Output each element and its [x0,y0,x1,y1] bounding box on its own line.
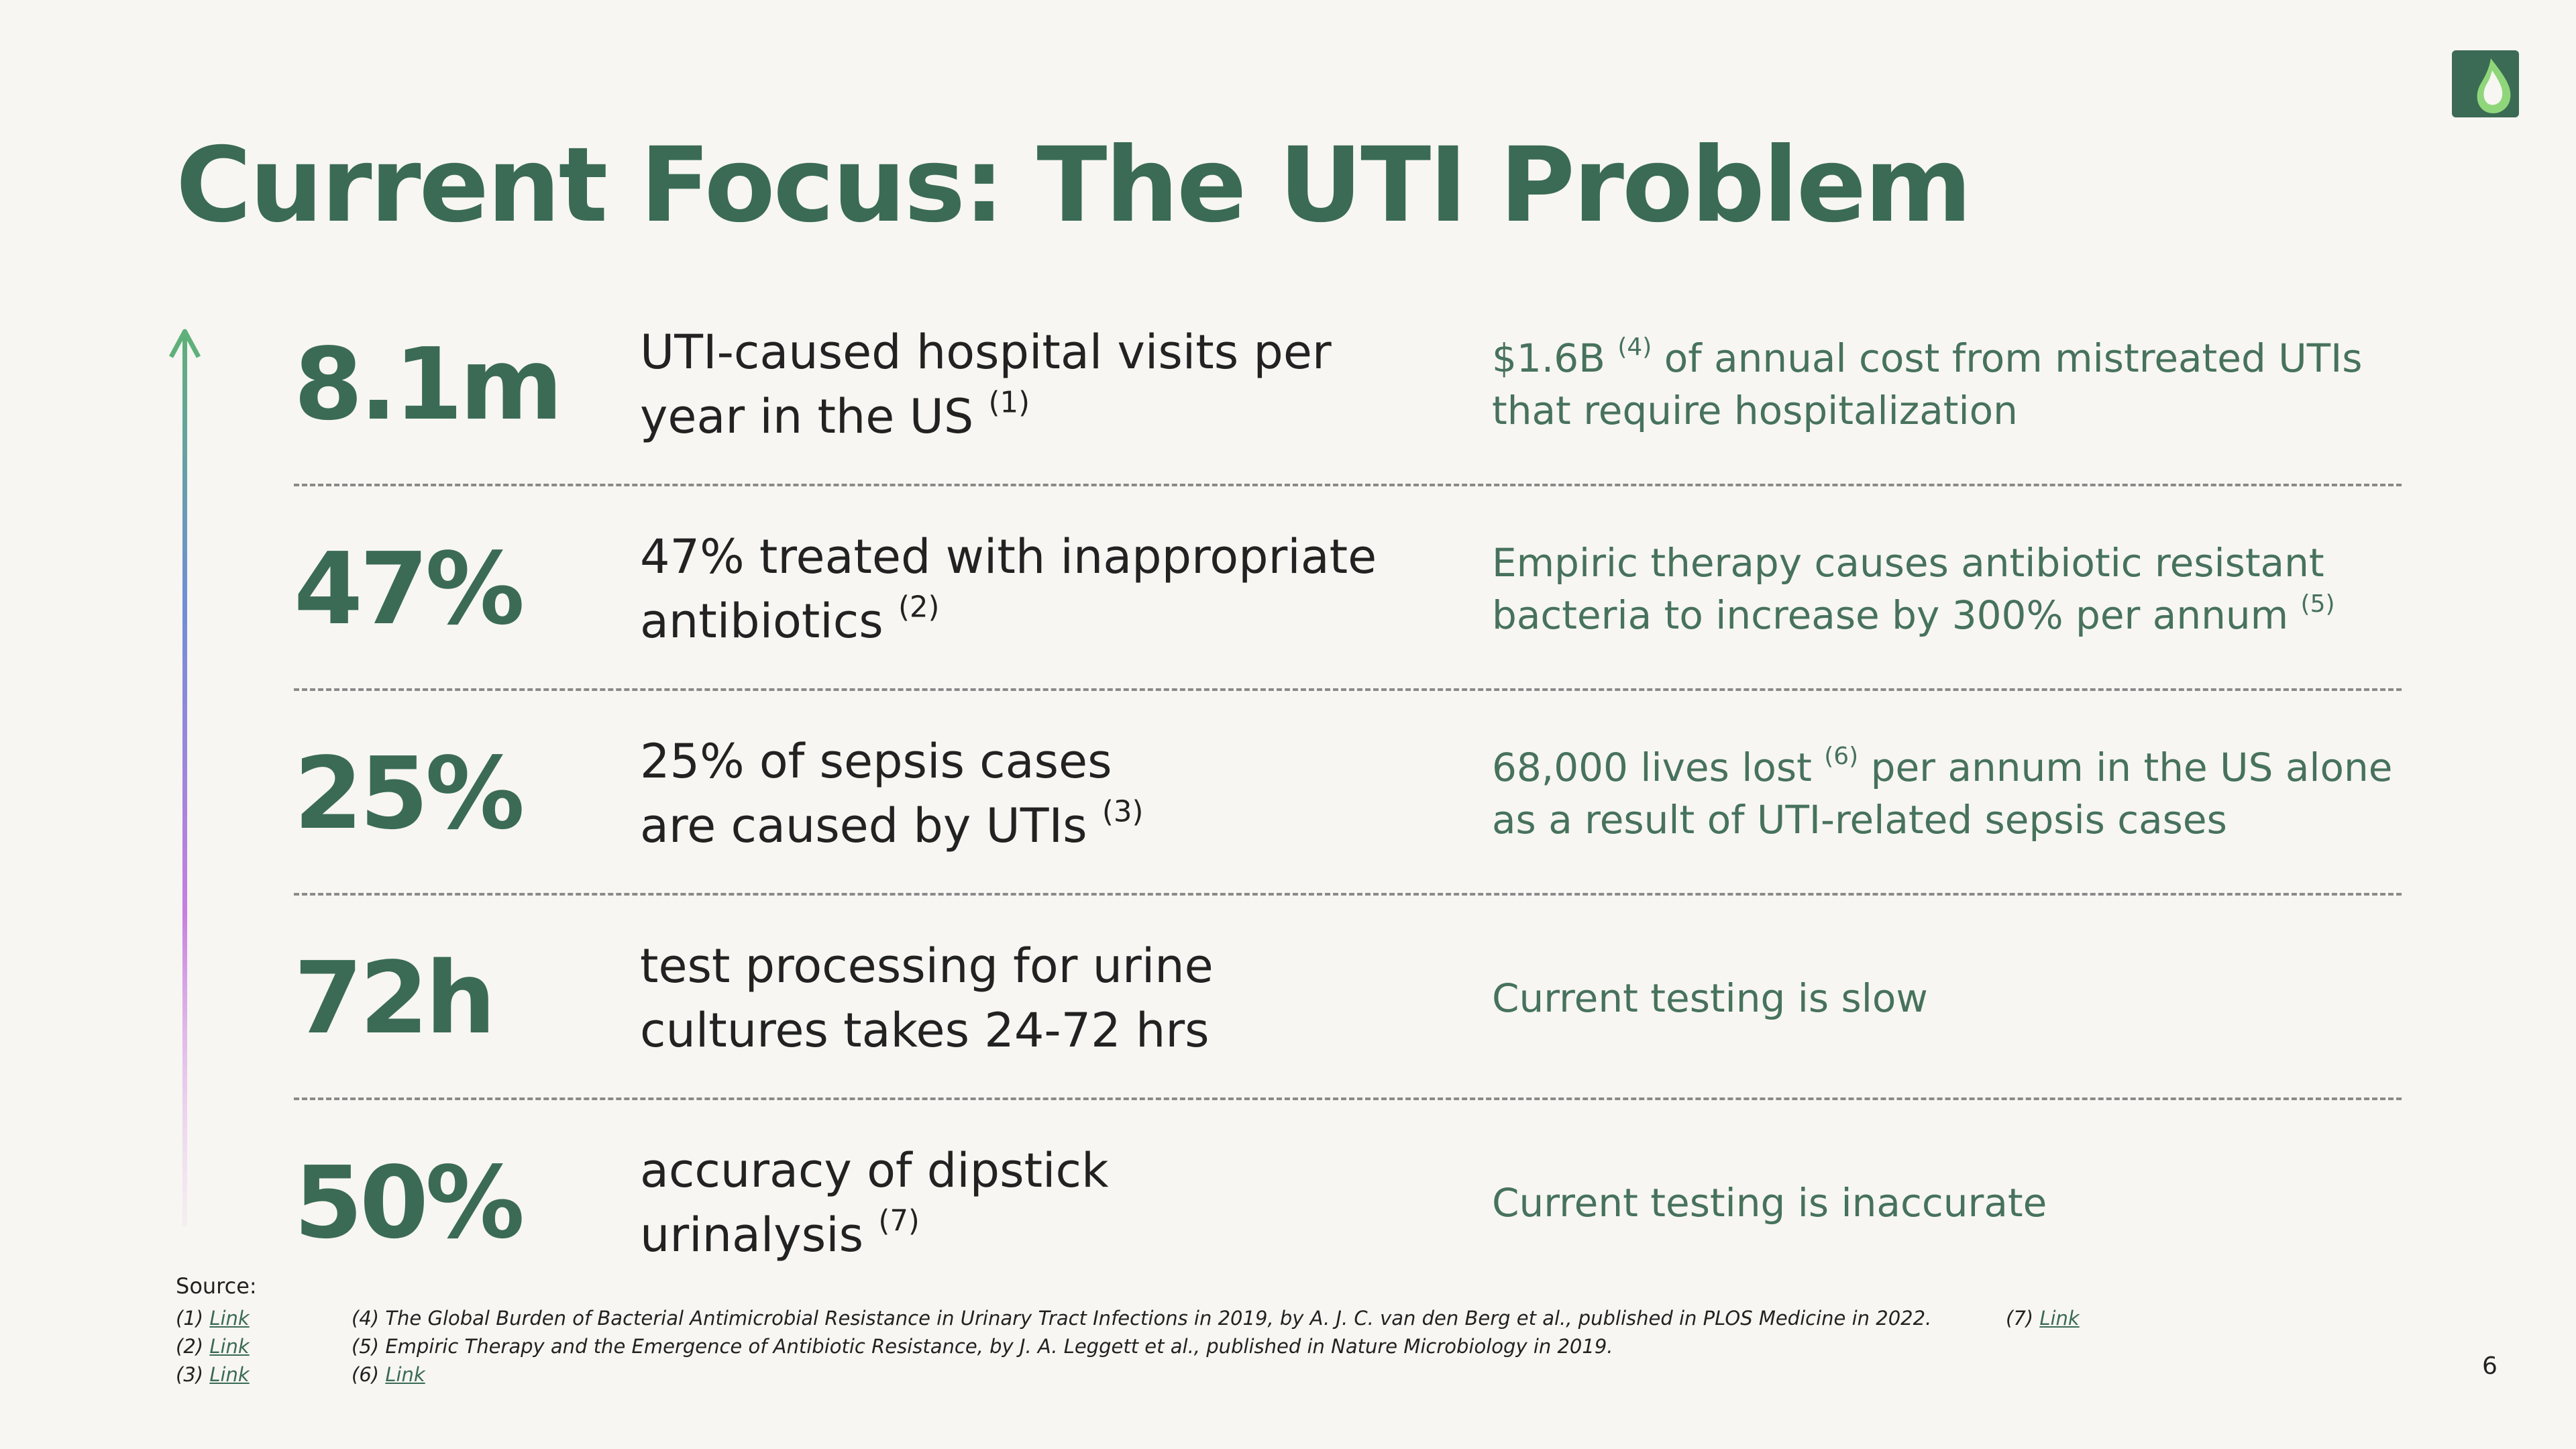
desc-line [640,589,1445,653]
desc-line: accuracy of dipstick [640,1142,1109,1198]
impact-line: Current testing is inaccurate [1492,1179,2047,1226]
impact-line: as a result of UTI-related sepsis cases [1492,796,2227,843]
desc-text: year in the US [640,388,974,444]
desc-text: antibiotics [640,593,883,649]
ref-number: (1) [176,1307,204,1330]
leaf-drop-logo-icon [2452,50,2519,117]
gradient-up-arrow-icon [168,327,201,1226]
impact-line [1492,589,2402,641]
impact-line: Empiric therapy causes antibiotic resistant [1492,539,2324,586]
stat-row-inappropriate-antibiotics [294,486,2402,691]
impact-phrase: per annum in the US alone [1870,744,2393,790]
impact-value: 68,000 lives lost [1492,744,1812,790]
impact-text [1492,486,2402,691]
desc-line [640,1203,1445,1267]
impact-line [1492,741,2402,794]
footnote-ref: (6) [1824,742,1859,770]
source-refs-column-3 [2006,1304,2080,1332]
ref-number: (5) [352,1335,380,1358]
page-number: 6 [2482,1352,2498,1380]
source-link[interactable]: Link [209,1335,250,1358]
footnote-ref: (5) [2300,590,2335,618]
impact-text [1492,1100,2402,1305]
ref-citation: Empiric Therapy and the Emergence of Antibiotic Resistance, by J. A. Leggett et al., published in Nature Microbiology in 2019. [385,1335,1613,1358]
source-link[interactable]: Link [209,1307,250,1330]
desc-line: test processing for urine [640,938,1214,994]
stat-row-sepsis [294,691,2402,896]
stat-description [640,691,1445,896]
ref-citation: The Global Burden of Bacterial Antimicrobial Resistance in Urinary Tract Infections in 2019, by A. J. C. van den Berg et al., published in PLOS Medicine in 2022. [385,1307,1932,1330]
stat-value: 72h [294,940,493,1056]
stat-value: 25% [294,735,522,851]
ref-number: (3) [176,1363,204,1386]
impact-line: Current testing is slow [1492,975,1928,1021]
desc-text: urinalysis [640,1207,864,1263]
source-link[interactable]: Link [2039,1307,2080,1330]
impact-text [1492,282,2402,486]
source-refs-column-2 [352,1304,1931,1389]
stat-description [640,896,1445,1100]
source-ref [176,1332,250,1360]
footnote-ref: (7) [878,1204,920,1238]
stat-row-dipstick-accuracy [294,1100,2402,1305]
source-ref [352,1332,1931,1360]
stat-description [640,1100,1445,1305]
stat-value: 50% [294,1144,522,1260]
desc-text: are caused by UTIs [640,798,1087,853]
ref-number: (6) [352,1363,380,1386]
desc-line [640,384,1445,449]
stat-row-test-processing [294,896,2402,1100]
impact-phrase: bacteria to increase by 300% per annum [1492,592,2289,638]
ref-number: (7) [2006,1307,2034,1330]
source-link[interactable]: Link [209,1363,250,1386]
impact-line: that require hospitalization [1492,387,2018,433]
stat-description [640,282,1445,486]
footnote-ref: (1) [988,386,1030,420]
footnote-ref: (3) [1102,795,1144,829]
source-refs-column-1 [176,1304,250,1389]
stat-description [640,486,1445,691]
ref-number: (4) [352,1307,380,1330]
source-ref [2006,1304,2080,1332]
source-ref [352,1304,1931,1332]
desc-line: cultures takes 24-72 hrs [640,1002,1210,1058]
footnote-ref: (2) [898,590,940,625]
impact-text [1492,691,2402,896]
impact-text [1492,896,2402,1100]
ref-number: (2) [176,1335,204,1358]
impact-line [1492,332,2402,384]
desc-line: 47% treated with inappropriate [640,529,1377,584]
footnote-ref: (4) [1617,333,1652,361]
stat-value: 8.1m [294,326,560,442]
desc-line [640,794,1445,858]
impact-phrase: of annual cost from mistreated UTIs [1664,335,2363,381]
source-ref [176,1360,250,1389]
impact-value: $1.6B [1492,335,1605,381]
source-link[interactable]: Link [385,1363,425,1386]
desc-line: 25% of sepsis cases [640,733,1112,789]
stat-value: 47% [294,531,522,647]
page-title: Current Focus: The UTI Problem [176,125,1970,246]
stat-row-hospital-visits [294,282,2402,486]
desc-line: UTI-caused hospital visits per [640,324,1332,380]
source-ref [352,1360,1931,1389]
source-ref [176,1304,250,1332]
source-label: Source: [176,1273,257,1299]
